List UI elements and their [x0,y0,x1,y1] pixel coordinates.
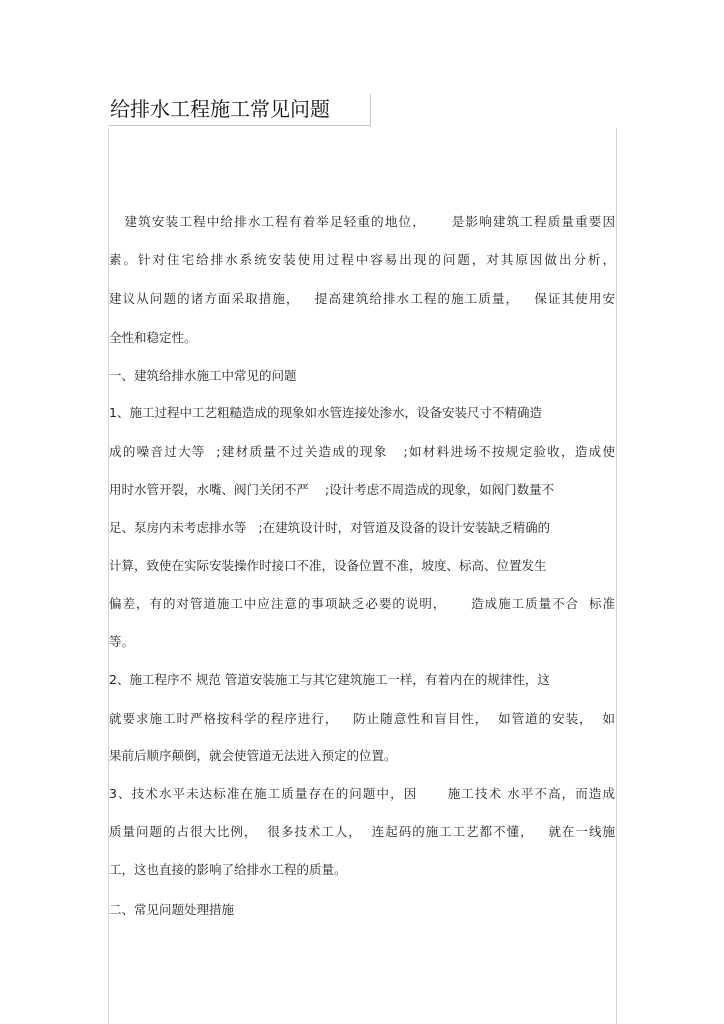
paragraph-line: 2、施工程序不 规范 管道安装施工与其它建筑施工一样，有着内在的规律性，这 [109,672,550,687]
paragraph-line: 质量问题的占很大比例， 很多技术工人， 连起码的施工工艺都不懂， 就在一线施 [109,824,615,839]
paragraph-line: 足、泵房内未考虑排水等 ;在建筑设计时，对管道及设备的设计安装缺乏精确的 [109,520,551,535]
page-title: 给排水工程施工常见问题 [110,97,330,121]
paragraph-line: 就要求施工时严格按科学的程序进行， 防止随意性和盲目性， 如管道的安装， 如 [109,711,615,726]
paragraph-line: 素。针对住宅给排水系统安装使用过程中容易出现的问题，对其原因做出分析， [109,252,615,267]
section-heading: 一、建筑给排水施工中常见的问题 [109,368,297,383]
paragraph-line: 用时水管开裂，水嘴、阀门关闭不严 ;设计考虑不周造成的现象，如阀门数量不 [109,482,555,497]
paragraph-line: 成的噪音过大等 ;建材质量不过关造成的现象 ;如材料进场不按规定验收，造成使 [109,444,615,459]
paragraph-line: 建筑安装工程中给排水工程有着举足轻重的地位， 是影响建筑工程质量重要因 [109,214,615,229]
paragraph-line: 计算，致使在实际安装操作时接口不准，设备位置不准，坡度、标高、位置发生 [109,558,547,573]
paragraph-line: 果前后顺序颠倒，就会使管道无法进入预定的位置。 [109,748,397,763]
paragraph-line: 等。 [109,634,135,649]
paragraph-line: 建议从问题的诸方面采取措施， 提高建筑给排水工程的施工质量， 保证其使用安 [109,291,615,306]
section-heading: 二、常见问题处理措施 [109,902,235,917]
paragraph-line: 1、施工过程中工艺粗糙造成的现象如水管连接处渗水，设备安装尺寸不精确造 [109,405,542,420]
paragraph-line: 全性和稳定性。 [109,330,197,345]
paragraph-line: 偏差，有的对管道施工中应注意的事项缺乏必要的说明， 造成施工质量不合 标准 [109,596,615,611]
paragraph-line: 工，这也直接的影响了给排水工程的质量。 [109,862,347,877]
paragraph-line: 3、技术水平未达标准在施工质量存在的问题中，因 施工技术 水平不高，而造成 [109,786,615,801]
